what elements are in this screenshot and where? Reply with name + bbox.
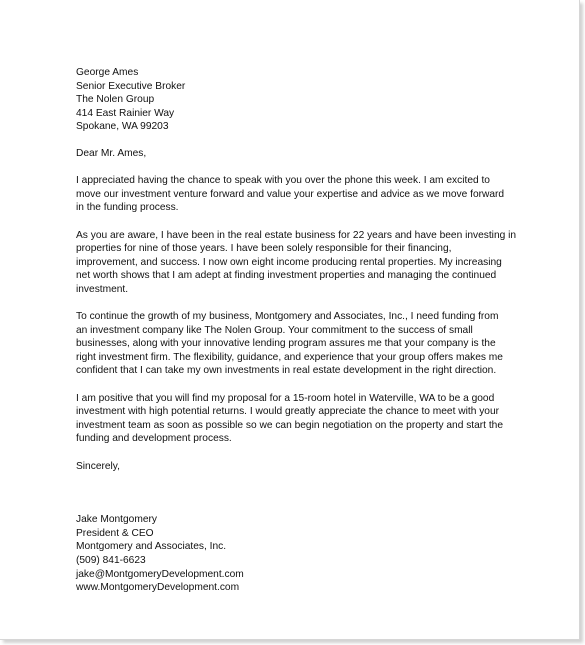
sender-email: jake@MontgomeryDevelopment.com — [76, 568, 244, 580]
sender-phone: (509) 841-6623 — [76, 555, 146, 566]
paragraph-line: To continue the growth of my business, Montgomery and Associates, Inc., I need funding from — [76, 311, 499, 323]
paragraph-line: I am positive that you will find my proposal for a 15-room hotel in Waterville, WA to be a good — [76, 392, 495, 404]
paragraph-line: I appreciated having the chance to speak with you over the phone this week. I am excited to — [76, 175, 490, 187]
salutation: Dear Mr. Ames, — [76, 147, 147, 159]
letter-body — [76, 66, 516, 595]
sender-name: Jake Montgomery — [76, 514, 157, 526]
sender-title: President & CEO — [76, 527, 154, 539]
paragraph-line: in the funding process. — [76, 202, 179, 214]
sender-signature-block — [76, 513, 516, 595]
paragraph-line: an investment company like The Nolen Group. Your commitment to the success of small — [76, 324, 473, 336]
paragraph-2 — [76, 229, 516, 297]
recipient-company: The Nolen Group — [76, 94, 155, 106]
sender-company: Montgomery and Associates, Inc. — [76, 541, 227, 553]
paragraph-1 — [76, 174, 516, 215]
paragraph-line: properties for nine of those years. I have been solely responsible for their financing, — [76, 243, 452, 255]
paragraph-line: investment. — [76, 283, 129, 295]
paragraph-line: As you are aware, I have been in the real estate business for 22 years and have been investing in — [76, 229, 517, 241]
paragraph-line: right investment firm. The flexibility, guidance, and experience that your group offers makes me — [76, 351, 503, 363]
paragraph-line: funding and development process. — [76, 433, 232, 445]
paragraph-line: businesses, along with your innovative lending program assures me that your company is the — [76, 338, 496, 350]
recipient-address — [76, 66, 516, 134]
paragraph-line: investment with high potential returns. I would greatly appreciate the chance to meet with your — [76, 406, 500, 418]
sender-website: www.MontgomeryDevelopment.com — [76, 582, 240, 594]
paragraph-line: move our investment venture forward and value your expertise and advice as we move forward — [76, 188, 505, 200]
paragraph-line: improvement, and success. I now own eight income producing rental properties. My increasing — [76, 256, 502, 268]
paragraph-4 — [76, 392, 516, 446]
closing: Sincerely, — [76, 460, 120, 472]
recipient-street: 414 East Rainier Way — [76, 107, 175, 119]
paragraph-line: investment team as soon as possible so we can begin negotiation on the property and start the — [76, 419, 504, 431]
recipient-name: George Ames — [76, 67, 139, 78]
recipient-city: Spokane, WA 99203 — [76, 121, 169, 133]
paragraph-line: confident that I can take my own investments in real estate development in the right direction. — [76, 365, 497, 377]
paragraph-line: net worth shows that I am adept at finding investment properties and managing the continued — [76, 270, 497, 282]
recipient-title: Senior Executive Broker — [76, 80, 186, 92]
paragraph-3 — [76, 310, 516, 378]
